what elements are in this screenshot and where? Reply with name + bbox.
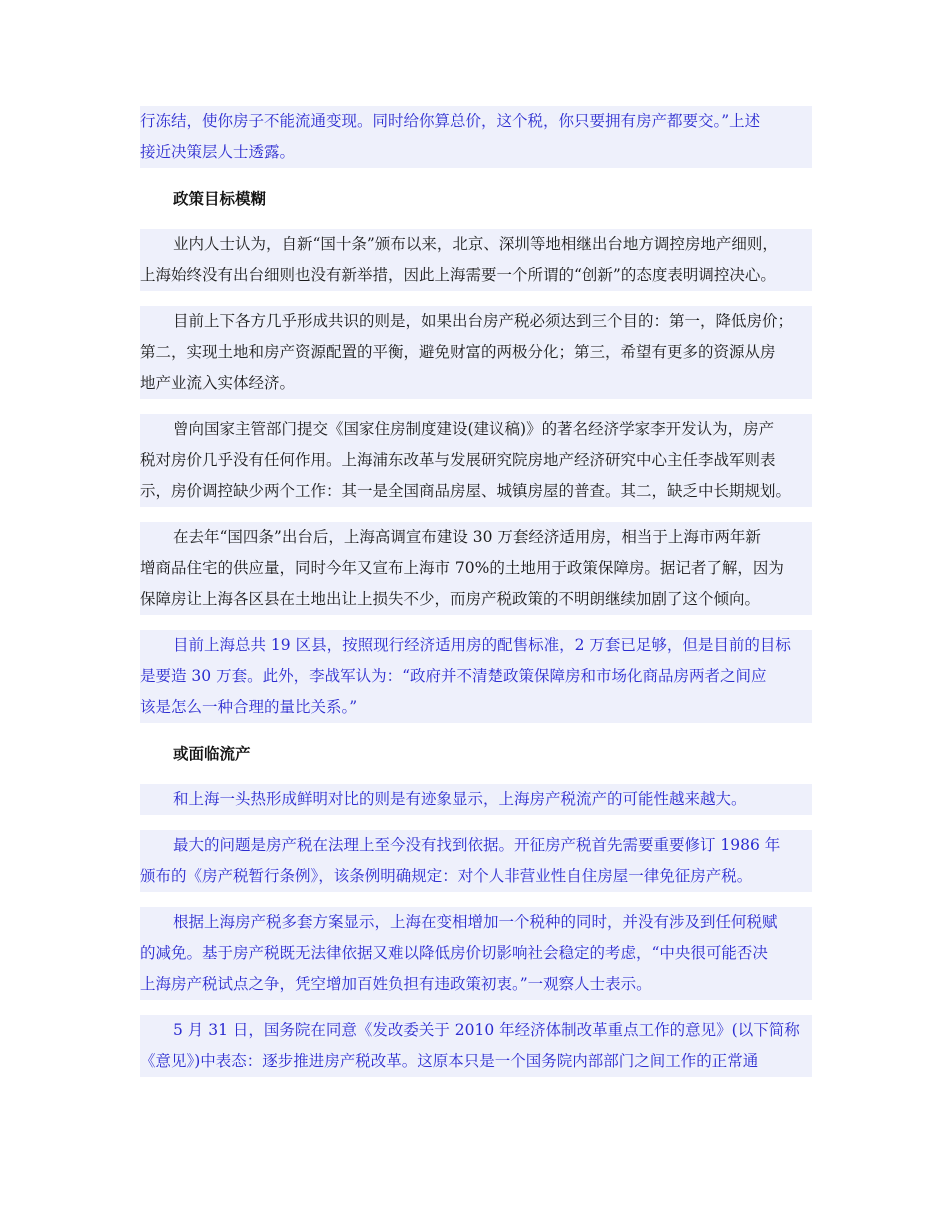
paragraph-line: 示，房价调控缺少两个工作：其一是全国商品房屋、城镇房屋的普查。其二，缺乏中长期规划。 (140, 476, 812, 507)
paragraph-line: 颁布的《房产税暂行条例》，该条例明确规定：对个人非营业性自住房屋一律免征房产税。 (140, 861, 812, 892)
paragraph-line: 税对房价几乎没有任何作用。上海浦东改革与发展研究院房地产经济研究中心主任李战军则表 (140, 445, 812, 476)
paragraph (140, 784, 812, 815)
paragraph (140, 630, 812, 723)
section-heading: 或面临流产 (173, 744, 251, 763)
paragraph-line: 在去年“国四条”出台后，上海高调宣布建设 30 万套经济适用房，相当于上海市两年新 (140, 522, 812, 553)
paragraph-line: 曾向国家主管部门提交《国家住房制度建设(建议稿)》的著名经济学家李开发认为，房产 (140, 414, 812, 445)
paragraph (140, 830, 812, 892)
paragraph-line: 是要造 30 万套。此外，李战军认为：“政府并不清楚政策保障房和市场化商品房两者之间应 (140, 661, 812, 692)
paragraph-line: 第二，实现土地和房产资源配置的平衡，避免财富的两极分化；第三，希望有更多的资源从房 (140, 337, 812, 368)
paragraph (140, 106, 812, 168)
paragraph-line: 的减免。基于房产税既无法律依据又难以降低房价切影响社会稳定的考虑，“中央很可能否决 (140, 938, 812, 969)
paragraph-line: 该是怎么一种合理的量比关系。” (140, 692, 812, 723)
paragraph (140, 414, 812, 507)
paragraph-line: 增商品住宅的供应量，同时今年又宣布上海市 70%的土地用于政策保障房。据记者了解，因为 (140, 553, 812, 584)
paragraph-line: 行冻结，使你房子不能流通变现。同时给你算总价，这个税，你只要拥有房产都要交。”上述 (140, 106, 812, 137)
paragraph-line: 目前上海总共 19 区县，按照现行经济适用房的配售标准，2 万套已足够，但是目前的目标 (140, 630, 812, 661)
paragraph (140, 522, 812, 615)
paragraph-line: 和上海一头热形成鲜明对比的则是有迹象显示，上海房产税流产的可能性越来越大。 (140, 784, 812, 815)
paragraph (140, 229, 812, 291)
paragraph-line: 《意见》)中表态：逐步推进房产税改革。这原本只是一个国务院内部部门之间工作的正常通 (140, 1046, 812, 1077)
paragraph-line: 根据上海房产税多套方案显示，上海在变相增加一个税种的同时，并没有涉及到任何税赋 (140, 907, 812, 938)
paragraph-line: 5 月 31 日，国务院在同意《发改委关于 2010 年经济体制改革重点工作的意见》(以下简称 (140, 1015, 812, 1046)
paragraph-line: 保障房让上海各区县在土地出让上损失不少，而房产税政策的不明朗继续加剧了这个倾向。 (140, 584, 812, 615)
paragraph-line: 最大的问题是房产税在法理上至今没有找到依据。开征房产税首先需要重要修订 1986 年 (140, 830, 812, 861)
paragraph (140, 306, 812, 399)
paragraph-line: 目前上下各方几乎形成共识的则是，如果出台房产税必须达到三个目的：第一，降低房价； (140, 306, 812, 337)
paragraph-line: 地产业流入实体经济。 (140, 368, 812, 399)
paragraph-line: 上海始终没有出台细则也没有新举措，因此上海需要一个所谓的“创新”的态度表明调控决心。 (140, 260, 812, 291)
paragraph-line: 接近决策层人士透露。 (140, 137, 812, 168)
section-heading: 政策目标模糊 (173, 189, 267, 208)
paragraph-line: 业内人士认为，自新“国十条”颁布以来，北京、深圳等地相继出台地方调控房地产细则， (140, 229, 812, 260)
document-page (140, 106, 812, 1092)
paragraph (140, 907, 812, 1000)
paragraph (140, 1015, 812, 1077)
paragraph-line: 上海房产税试点之争，凭空增加百姓负担有违政策初衷。”一观察人士表示。 (140, 969, 812, 1000)
